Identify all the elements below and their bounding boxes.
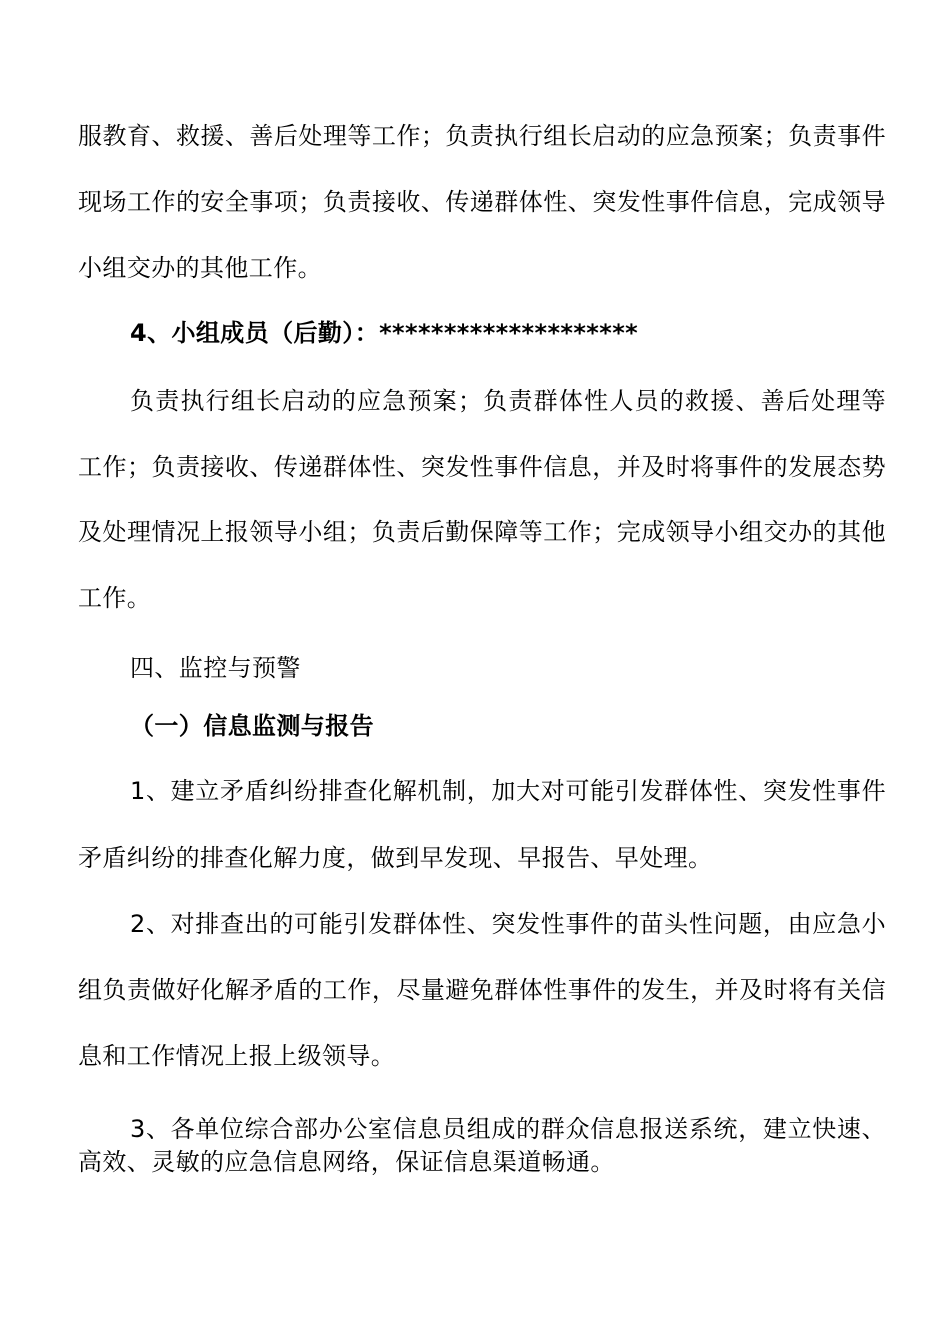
- paragraph-line: 3、各单位综合部办公室信息员组成的群众信息报送系统，建立快速、: [130, 1115, 886, 1143]
- section-heading-logistics: 4、小组成员（后勤）：********************: [130, 319, 639, 347]
- paragraph-line: 工作。: [78, 584, 152, 612]
- paragraph-line: 负责执行组长启动的应急预案；负责群体性人员的救援、善后处理等: [130, 387, 886, 415]
- subsection-heading: （一）信息监测与报告: [130, 712, 374, 740]
- paragraph-line: 高效、灵敏的应急信息网络，保证信息渠道畅通。: [78, 1148, 615, 1176]
- paragraph-line: 工作；负责接收、传递群体性、突发性事件信息，并及时将事件的发展态势: [78, 453, 886, 481]
- paragraph-line: 及处理情况上报领导小组；负责后勤保障等工作；完成领导小组交办的其他: [78, 518, 886, 546]
- paragraph-line: 2、对排查出的可能引发群体性、突发性事件的苗头性问题，由应急小: [130, 910, 886, 938]
- paragraph-line: 息和工作情况上报上级领导。: [78, 1042, 396, 1070]
- section-heading-monitoring: 四、监控与预警: [130, 654, 301, 682]
- paragraph-line: 现场工作的安全事项；负责接收、传递群体性、突发性事件信息，完成领导: [78, 188, 886, 216]
- paragraph-line: 组负责做好化解矛盾的工作，尽量避免群体性事件的发生，并及时将有关信: [78, 976, 886, 1004]
- paragraph-line: 服教育、救援、善后处理等工作；负责执行组长启动的应急预案；负责事件: [78, 122, 886, 150]
- paragraph-line: 矛盾纠纷的排查化解力度，做到早发现、早报告、早处理。: [78, 844, 713, 872]
- paragraph-line: 小组交办的其他工作。: [78, 254, 322, 282]
- paragraph-line: 1、建立矛盾纠纷排查化解机制，加大对可能引发群体性、突发性事件: [130, 777, 886, 805]
